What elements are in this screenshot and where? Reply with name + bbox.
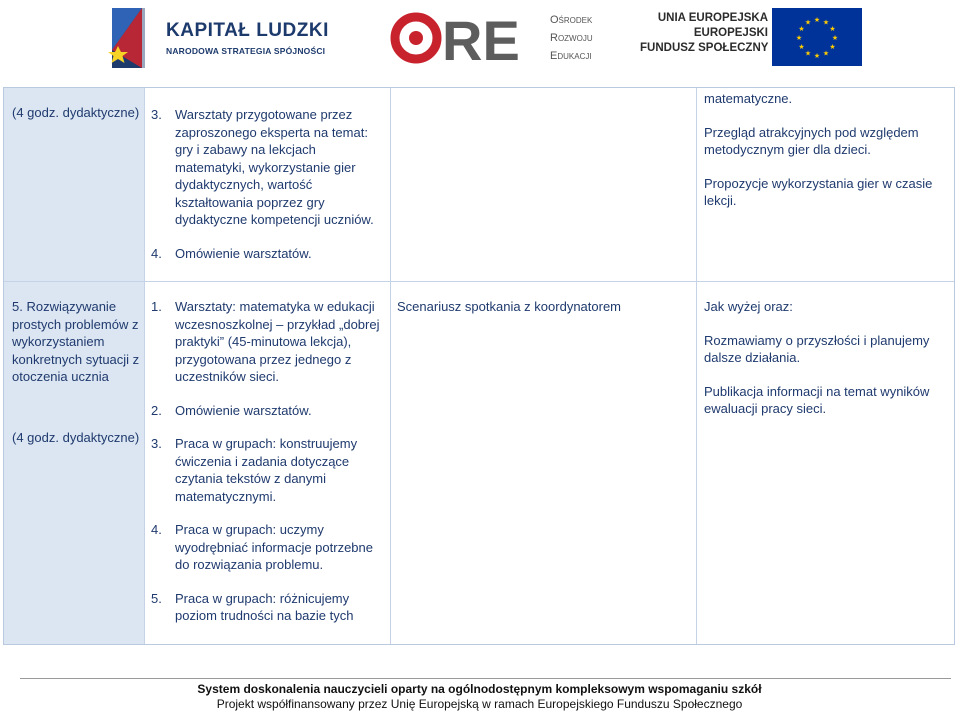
- outcome-text: Publikacja informacji na temat wyników ewaluacji pracy sieci.: [704, 383, 930, 416]
- svg-text:★: ★: [822, 49, 830, 58]
- list-item: [151, 435, 386, 505]
- ore-word-3: Edukacji: [550, 50, 592, 62]
- svg-text:★: ★: [804, 49, 812, 58]
- list-item: [151, 521, 386, 574]
- list-item: [151, 245, 386, 263]
- svg-text:★: ★: [804, 18, 812, 27]
- ore-word-1: Ośrodek: [550, 14, 593, 26]
- list-item: [151, 590, 386, 625]
- column-divider: [144, 88, 145, 644]
- list-number: 3.: [151, 436, 162, 451]
- module-title: 5. Rozwiązywanie prostych problemów z wykorzystaniem konkretnych sytuacji z otoczenia ucznia: [12, 299, 140, 384]
- ore-logo: [390, 8, 593, 68]
- footer-project-note: Projekt współfinansowany przez Unię Europejską w ramach Europejskiego Funduszu Społecznego: [216, 697, 743, 711]
- row1-activities: [151, 106, 386, 262]
- column-divider: [696, 88, 697, 644]
- ore-mark-icon: [390, 8, 540, 68]
- row2-activities: [151, 298, 386, 625]
- list-text: Praca w grupach: konstruujemy ćwiczenia i zadania dotyczące czytania tekstów z danymi matematycznymi.: [175, 436, 358, 504]
- list-item: [151, 106, 386, 229]
- row1-hours: (4 godz. dydaktyczne): [12, 105, 140, 120]
- outcome-text: Propozycje wykorzystania gier w czasie lekcji.: [704, 175, 933, 208]
- svg-text:★: ★: [829, 43, 836, 51]
- svg-text:★: ★: [813, 16, 821, 24]
- svg-text:★: ★: [822, 18, 830, 27]
- svg-text:★: ★: [829, 25, 836, 33]
- row2-materials: Scenariusz spotkania z koordynatorem: [397, 299, 622, 314]
- list-number: 3.: [151, 107, 162, 122]
- list-number: 1.: [151, 299, 162, 314]
- list-item: [151, 298, 386, 386]
- svg-text:★: ★: [813, 52, 821, 60]
- list-text: Praca w grupach: różnicujemy poziom trudności na bazie tych: [175, 590, 354, 623]
- list-text: Praca w grupach: uczymy wyodrębniać informacje potrzebne do rozwiązania problemu.: [175, 522, 373, 572]
- eu-line-1: UNIA EUROPEJSKA: [657, 12, 768, 24]
- list-number: 4.: [151, 522, 162, 537]
- list-number: 4.: [151, 245, 162, 261]
- kapital-ludzki-subtitle: NARODOWA STRATEGIA SPÓJNOŚCI: [166, 46, 326, 56]
- svg-text:★: ★: [795, 34, 803, 42]
- svg-text:★: ★: [831, 34, 839, 42]
- kapital-ludzki-title: KAPITAŁ LUDZKI: [166, 20, 329, 41]
- footer-system-title: System doskonalenia nauczycieli oparty na ogólnodostępnym kompleksowym wspomaganiu szkół: [197, 682, 762, 696]
- program-table: [3, 87, 955, 645]
- list-number: 5.: [151, 590, 162, 606]
- outcome-text: matematyczne.: [704, 91, 793, 106]
- list-text: Warsztaty: matematyka w edukacji wczesnoszkolnej – przykład „dobrej praktyki” (45-minutowa lekcja), przygotowana przez jednego z uczestników sieci.: [175, 299, 380, 384]
- row1-outcomes: [704, 90, 949, 226]
- list-number: 2.: [151, 402, 162, 418]
- svg-text:★: ★: [798, 43, 805, 51]
- kapital-ludzki-flag-icon: [108, 6, 158, 70]
- eu-line-3: FUNDUSZ SPOŁECZNY: [640, 42, 769, 54]
- list-text: Omówienie warsztatów.: [175, 245, 312, 261]
- list-item: [151, 402, 386, 420]
- kapital-ludzki-logo: [108, 6, 338, 70]
- outcome-text: Przegląd atrakcyjnych pod względem metodycznym gier dla dzieci.: [704, 124, 919, 157]
- svg-text:RE: RE: [442, 9, 520, 68]
- list-text: Warsztaty przygotowane przez zaproszonego eksperta na temat: gry i zabawy na lekcjach matematyki, wykorzystanie gier dydaktycznych, wartość kształtowania poprzez gry dydaktyczne kompetencji uczniów.: [175, 107, 374, 227]
- eu-logo: [640, 8, 865, 68]
- row2-outcomes: [704, 298, 949, 434]
- outcome-text: Jak wyżej oraz:: [704, 299, 793, 314]
- column-divider: [390, 88, 391, 644]
- row2-hours: (4 godz. dydaktyczne): [12, 429, 140, 445]
- ore-word-2: Rozwoju: [550, 32, 593, 44]
- list-text: Omówienie warsztatów.: [175, 402, 312, 418]
- footer-divider: [20, 678, 951, 679]
- eu-flag-icon: [772, 8, 862, 66]
- eu-line-2: EUROPEJSKI: [693, 27, 768, 39]
- outcome-text: Rozmawiamy o przyszłości i planujemy dalsze działania.: [704, 332, 930, 365]
- row-divider: [4, 281, 954, 282]
- svg-text:★: ★: [798, 25, 805, 33]
- row2-topic: [12, 298, 140, 446]
